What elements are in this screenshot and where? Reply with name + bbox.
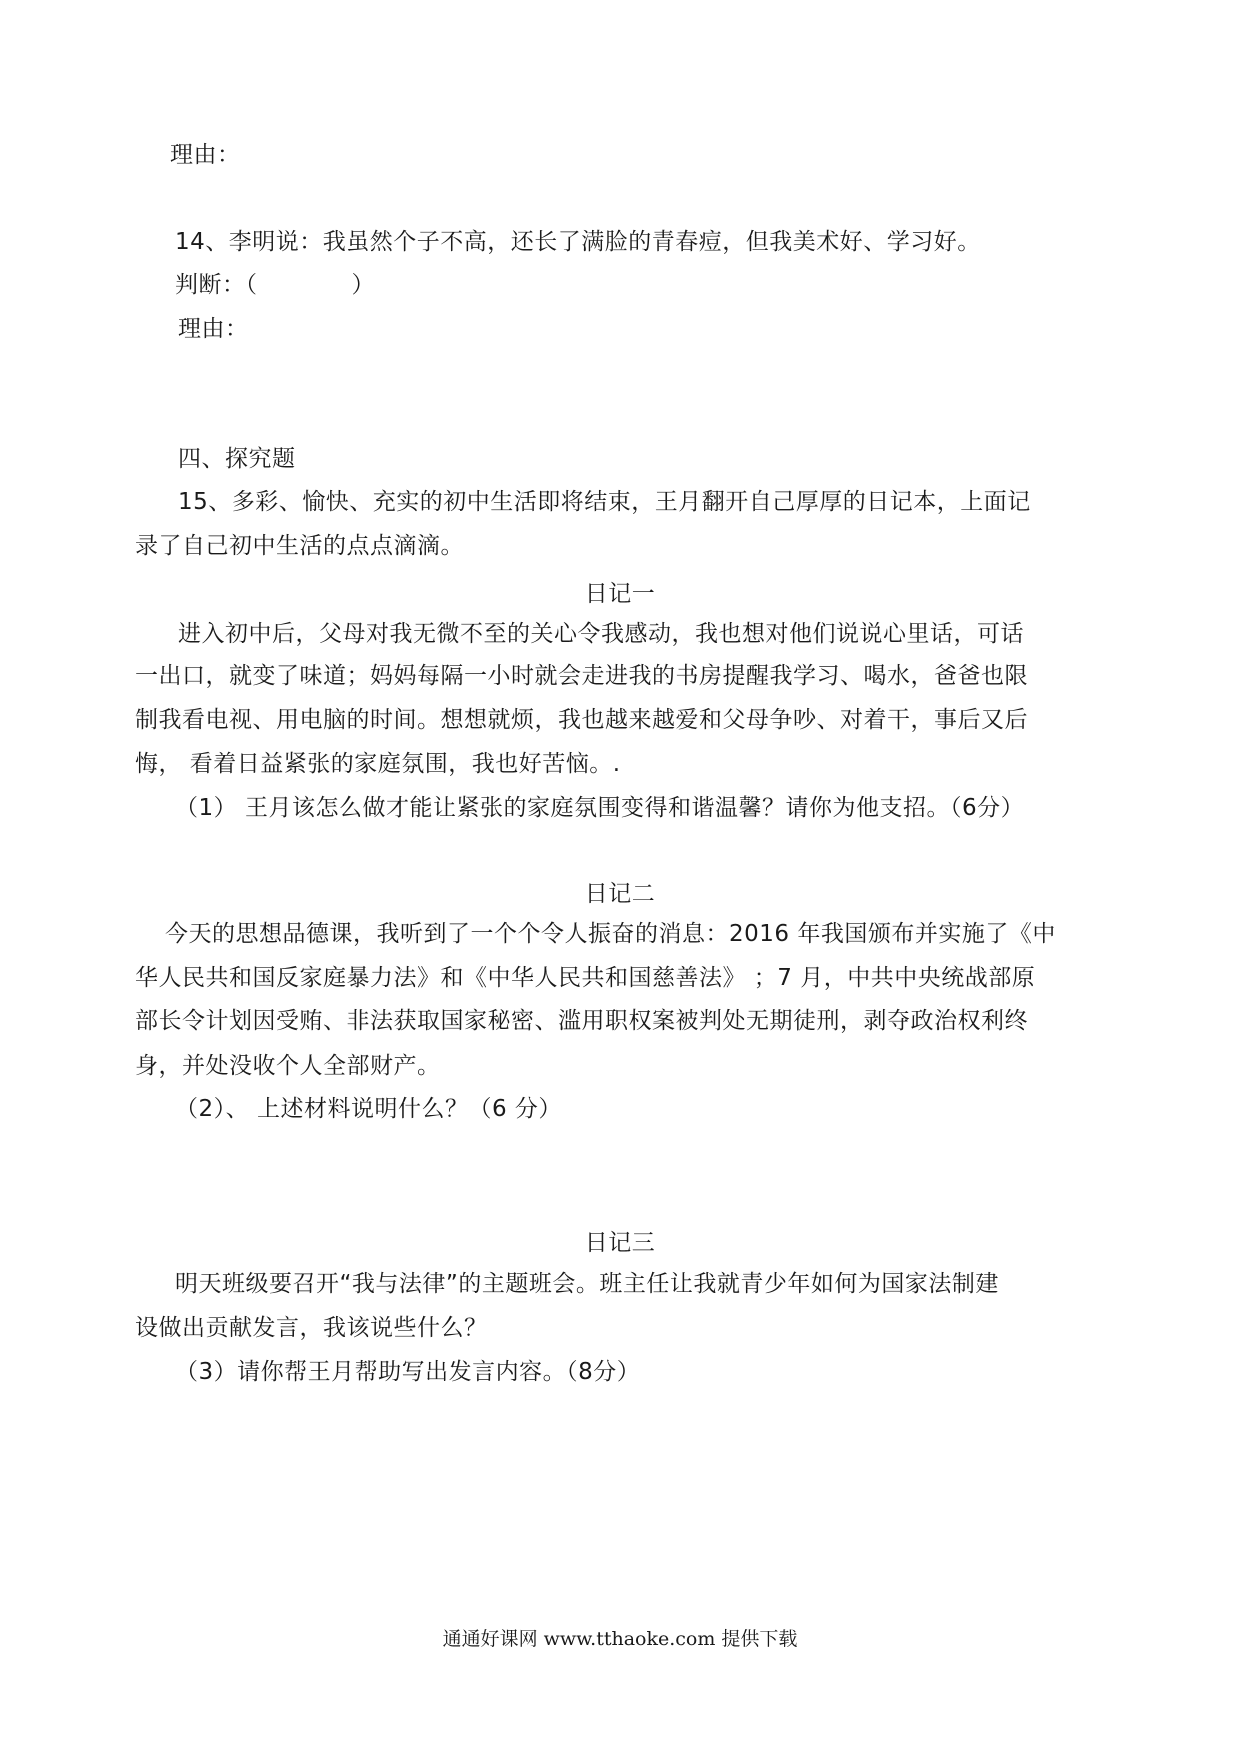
diary3-question: （3）请你帮王月帮助写出发言内容。（8分） (175, 1359, 641, 1385)
diary2-line: 部长令计划因受贿、非法获取国家秘密、滥用职权案被判处无期徒刑，剥夺政治权利终 (135, 1008, 1028, 1034)
diary2-line: 今天的思想品德课，我听到了一个个令人振奋的消息：2016 年我国颁布并实施了《中 (165, 921, 1056, 947)
diary1-line: 制我看电视、用电脑的时间。想想就烦，我也越来越爱和父母争吵、对着干，事后又后 (135, 707, 1028, 733)
diary3-title: 日记三 (584, 1230, 656, 1256)
diary3-line: 设做出贡献发言，我该说些什么？ (135, 1315, 488, 1341)
diary2-line: 身，并处没收个人全部财产。 (135, 1053, 441, 1079)
section-heading: 四、探究题 (178, 446, 296, 472)
q14-question: 14、李明说：我虽然个子不高，还长了满脸的青春痘，但我美术好、学习好。 (175, 229, 981, 255)
q14-reason-label: 理由： (178, 316, 249, 342)
diary1-question: （1） 王月该怎么做才能让紧张的家庭氛围变得和谐温馨？请你为他支招。（6分） (175, 795, 1025, 821)
diary1-line: 一出口，就变了味道；妈妈每隔一小时就会走进我的书房提醒我学习、喝水，爸爸也限 (135, 663, 1028, 689)
diary3-line: 明天班级要召开“我与法律”的主题班会。班主任让我就青少年如何为国家法制建 (175, 1271, 999, 1297)
footer-download-note: 通通好课网 www.tthaoke.com 提供下载 (442, 1628, 798, 1650)
q14-judge-label: 判断：（ ） (175, 272, 375, 298)
q15-intro-line-2: 录了自己初中生活的点点滴滴。 (135, 533, 464, 559)
diary1-line: 悔， 看着日益紧张的家庭氛围，我也好苦恼。. (135, 751, 621, 777)
diary2-title: 日记二 (584, 881, 656, 907)
diary1-title: 日记一 (584, 581, 656, 607)
diary2-question: （2）、 上述材料说明什么？（6 分） (175, 1096, 562, 1122)
diary1-line: 进入初中后，父母对我无微不至的关心令我感动，我也想对他们说说心里话，可话 (178, 621, 1024, 647)
q15-intro-line-1: 15、多彩、愉快、充实的初中生活即将结束，王月翻开自己厚厚的日记本，上面记 (178, 489, 1031, 515)
diary2-line: 华人民共和国反家庭暴力法》和《中华人民共和国慈善法》 ；7 月，中共中央统战部原 (135, 965, 1036, 991)
q13-reason-label: 理由： (170, 142, 241, 168)
